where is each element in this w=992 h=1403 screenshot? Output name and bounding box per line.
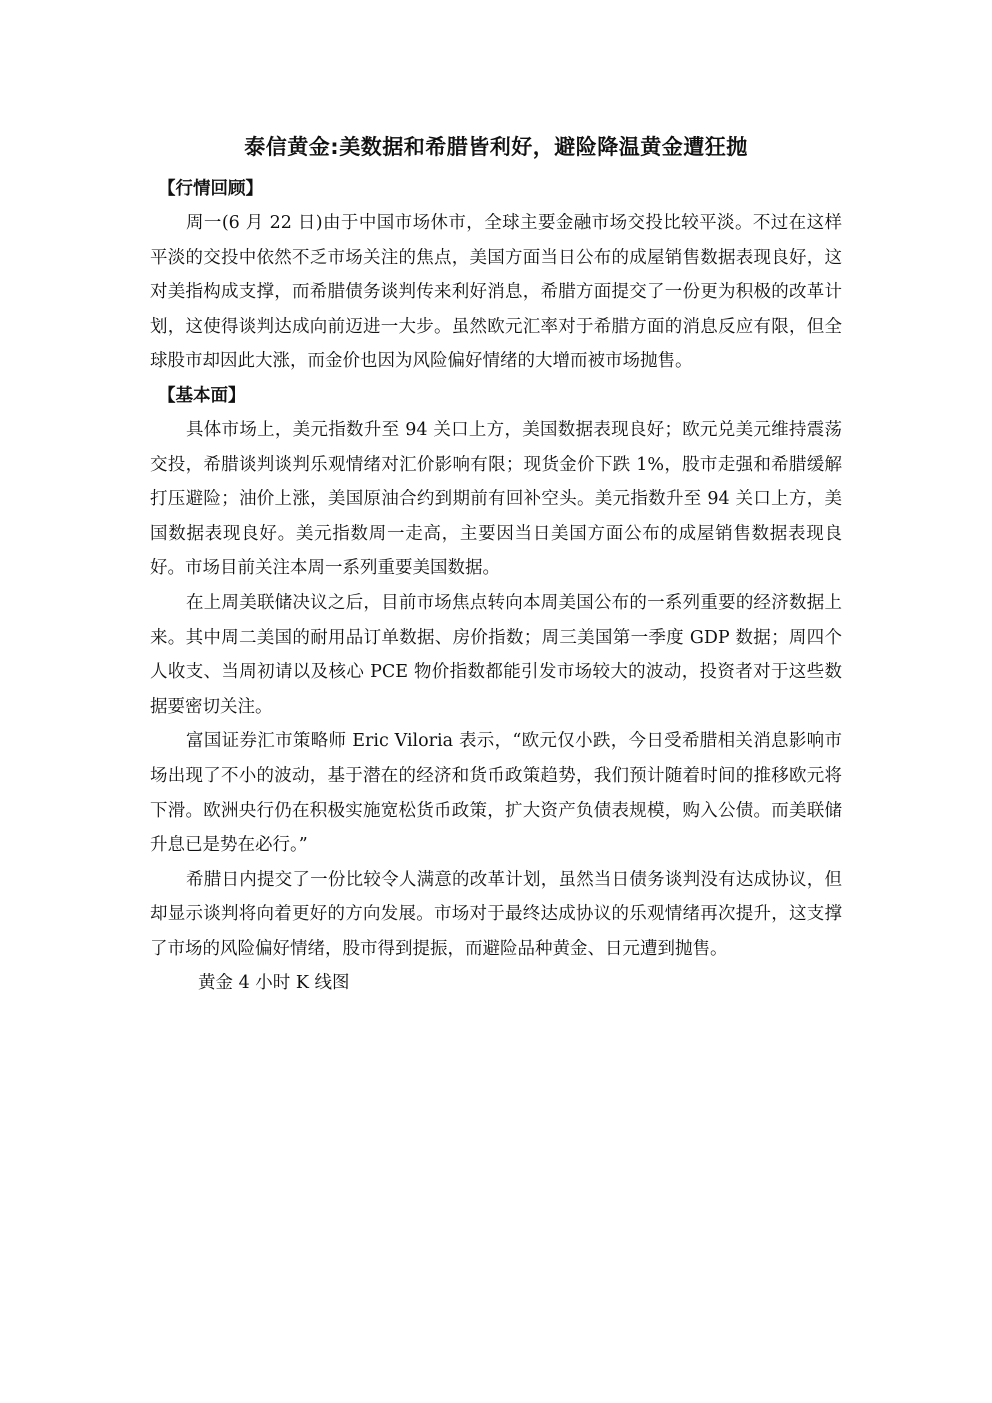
- paragraph-fundamentals-1: 具体市场上，美元指数升至 94 关口上方，美国数据表现良好；欧元兑美元维持震荡交投，希腊谈判谈判乐观情绪对汇价影响有限；现货金价下跌 1%，股市走强和希腊缓解打压避险；油价上涨，美国原油合约到期前有回补空头。美元指数升至 94 关口上方，美国数据表现良好。美元指数周一走高，主要因当日美国方面公布的成屋销售数据表现良好。市场目前关注本周一系列重要美国数据。: [150, 419, 842, 579]
- section-heading-fundamentals: 【基本面】: [158, 385, 246, 406]
- chart-caption: 黄金 4 小时 K 线图: [198, 973, 350, 994]
- paragraph-fundamentals-4: 希腊日内提交了一份比较令人满意的改革计划，虽然当日债务谈判没有达成协议，但却显示谈判将向着更好的方向发展。市场对于最终达成协议的乐观情绪再次提升，这支撑了市场的风险偏好情绪，股市得到提振，而避险品种黄金、日元遭到抛售。: [150, 869, 842, 959]
- paragraph-market-review: 周一(6 月 22 日)由于中国市场休市，全球主要金融市场交投比较平淡。不过在这样平淡的交投中依然不乏市场关注的焦点，美国方面当日公布的成屋销售数据表现良好，这对美指构成支撑，而希腊债务谈判传来利好消息，希腊方面提交了一份更为积极的改革计划，这使得谈判达成向前迈进一大步。虽然欧元汇率对于希腊方面的消息反应有限，但全球股市却因此大涨，而金价也因为风险偏好情绪的大增而被市场抛售。: [150, 213, 842, 372]
- paragraph-fundamentals-3: 富国证券汇市策略师 Eric Viloria 表示，“欧元仅小跌，今日受希腊相关消息影响市场出现了不小的波动，基于潜在的经济和货币政策趋势，我们预计随着时间的推移欧元将下滑。欧洲央行仍在积极实施宽松货币政策，扩大资产负债表规模，购入公债。而美联储升息已是势在必行。”: [150, 731, 842, 856]
- article-title: 泰信黄金:美数据和希腊皆利好，避险降温黄金遭狂抛: [244, 135, 748, 159]
- paragraph-fundamentals-2: 在上周美联储决议之后，目前市场焦点转向本周美国公布的一系列重要的经济数据上来。其中周二美国的耐用品订单数据、房价指数；周三美国第一季度 GDP 数据；周四个人收支、当周初请以及核心 PCE 物价指数都能引发市场较大的波动，投资者对于这些数据要密切关注。: [150, 592, 842, 717]
- article-body: [150, 172, 842, 1000]
- section-heading-market-review: 【行情回顾】: [158, 179, 263, 199]
